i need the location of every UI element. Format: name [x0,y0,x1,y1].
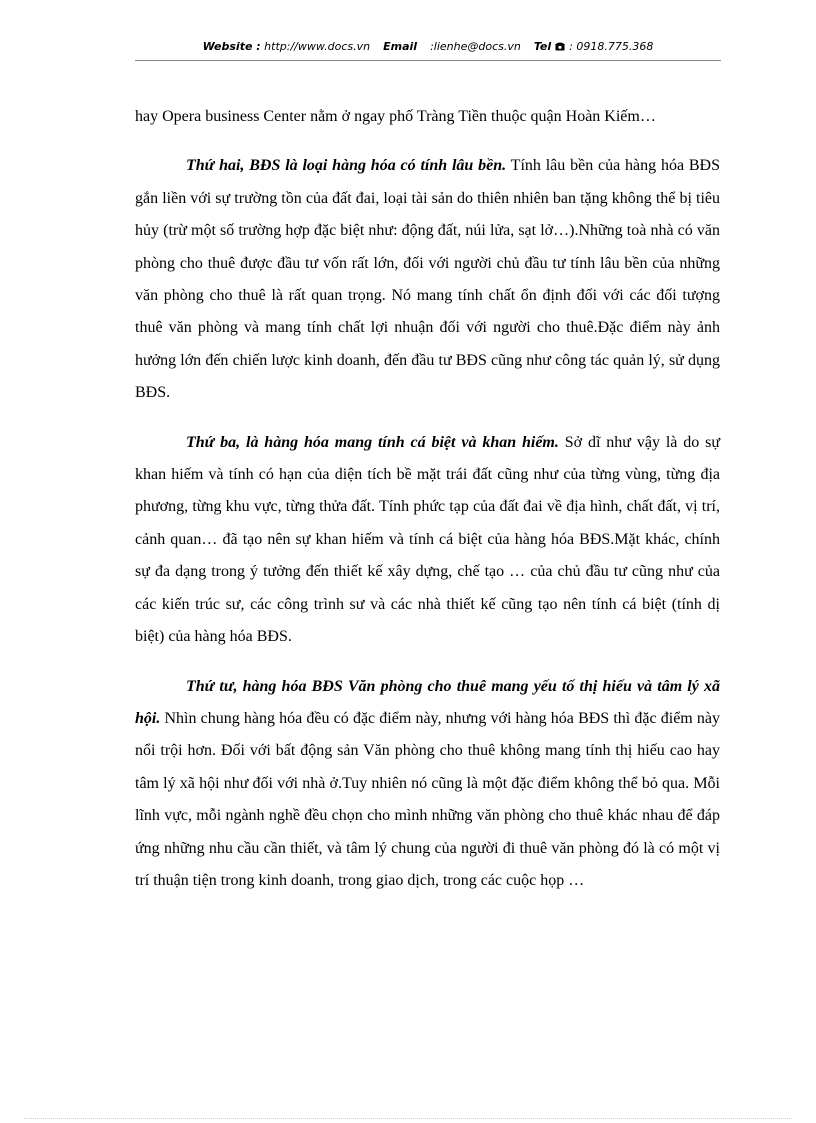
paragraph-text: Nhìn chung hàng hóa đều có đặc điểm này, nhưng với hàng hóa BĐS thì đặc điểm này nổi trội hơn. Đối với bất động sản Văn phòng cho thuê không mang tính thị hiếu cao hay tâm lý xã hội như đối với nhà ở.Tuy nhiên nó cũng là một đặc điểm không thể bỏ qua. Mỗi lĩnh vực, mỗi ngành nghề đều chọn cho mình những văn phòng cho thuê khác nhau để đáp ứng những nhu cầu cần thiết, và tâm lý chung của người đi thuê văn phòng đó là có một vị trí thuận tiện trong kinh doanh, trong giao dịch, trong các cuộc họp … [135,709,720,889]
paragraph-lead: Thứ ba, là hàng hóa mang tính cá biệt và khan hiếm. [186,433,559,451]
tel-label: Tel [533,40,552,53]
tel-value: : 0918.775.368 [569,40,654,53]
paragraph-lead: Thứ hai, BĐS là loại hàng hóa có tính lâu bền. [186,157,507,175]
paragraph-uniqueness [135,427,720,654]
email-value[interactable]: :lienhe@docs.vn [430,40,521,53]
paragraph-text: Sở dĩ như vậy là do sự khan hiếm và tính có hạn của diện tích bề mặt trái đất cũng như của từng vùng, từng địa phương, từng khu vực, từng thửa đất. Tính phức tạp của đất đai về địa hình, chất đất, vị trí, cảnh quan… đã tạo nên sự khan hiếm và tính cá biệt của hàng hóa BĐS.Mặt khác, chính sự đa dạng trong ý tưởng đến thiết kế xây dựng, chế tạo … của chủ đầu tư cũng như của các kiến trúc sư, các công trình sư và các nhà thiết kế cũng tạo nên tính cá biệt (tính dị biệt) của hàng hóa BĐS. [135,433,721,646]
paragraph-text: Tính lâu bền của hàng hóa BĐS gắn liền với sự trường tồn của đất đai, loại tài sản do thiên nhiên ban tặng không thể bị tiêu hủy (trừ một số trường hợp đặc biệt như: động đất, núi lửa, sạt lở…).Những toà nhà có văn phòng cho thuê được đầu tư vốn rất lớn, đối với người chủ đầu tư tính lâu bền của những văn phòng cho thuê là rất quan trọng. Nó mang tính chất ổn định đối với các đối tượng thuê văn phòng và mang tính chất lợi nhuận đối với người cho thuê.Đặc điểm này ảnh hưởng lớn đến chiến lược kinh doanh, đến đầu tư BĐS cũng như công tác quản lý, sử dụng BĐS. [135,157,721,402]
page-header [135,38,721,61]
phone-icon [555,42,565,51]
paragraph-durability [135,150,720,409]
email-label: Email [383,40,418,53]
paragraph-text: hay Opera business Center nằm ở ngay phố Tràng Tiền thuộc quận Hoàn Kiếm… [135,108,656,125]
paragraph-social-psychology [135,671,720,898]
paragraph-lead: Thứ tư, hàng hóa BĐS Văn phòng cho thuê mang yếu tố thị hiếu và tâm lý xã hội. [135,677,720,727]
website-url[interactable]: http://www.docs.vn [264,40,371,53]
website-label: Website : [202,40,261,53]
paragraph-continuation [135,101,720,133]
document-body [135,101,720,897]
page-bottom-divider [24,1118,792,1119]
